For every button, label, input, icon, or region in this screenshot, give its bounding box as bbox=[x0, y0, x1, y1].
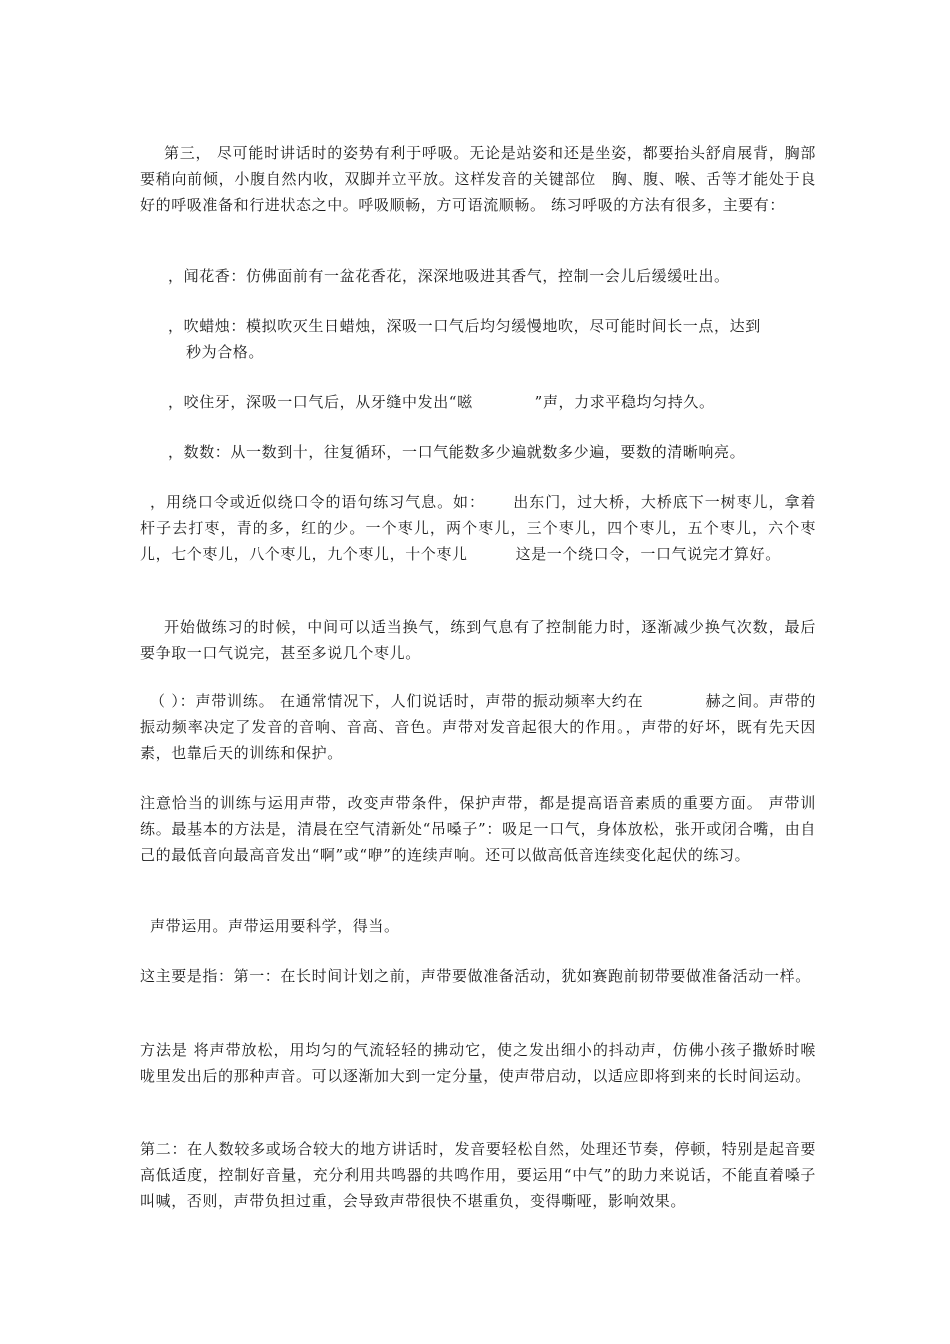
list-item-count-numbers: ，数数：从一数到十，往复循环，一口气能数多少遍就数多少遍，要数的清晰响亮。 bbox=[168, 443, 746, 461]
list-item-smell-flower: ，闻花香：仿佛面前有一盆花香花，深深地吸进其香气，控制一会儿后缓缓吐出。 bbox=[168, 267, 730, 285]
paragraph-vocal-cord-care: 注意恰当的训练与运用声带，改变声带条件，保护声带，都是提高语音素质的重要方面。 声带训练。最基本的方法是，清晨在空气清新处“吊嗓子”：吸足一口气，身体放松，张开或闭合嘴，由自己的最低音向最高音发出“啊”或“咿”的连续声响。还可以做高低音连续变化起伏的练习。 bbox=[140, 794, 816, 864]
paragraph-tongue-twister bbox=[140, 489, 816, 567]
paragraph-first-point: 这主要是指：第一：在长时间计划之前，声带要做准备活动，犹如赛跑前韧带要做准备活动一样。 bbox=[140, 967, 811, 985]
paragraph-text-end: 赫之间。声带的振动频率决定了发音的音响、音高、音色。声带对发音起很大的作用。，声带的好坏，既有先天因素，也靠后天的训练和保护。 bbox=[140, 692, 816, 762]
list-item-bite-teeth bbox=[168, 389, 816, 415]
paragraph-text-end: 这是一个绕口令，一口气说完才算好。 bbox=[515, 545, 781, 563]
list-item-text: ，吹蜡烛：模拟吹灭生日蜡烛，深吸一口气后均匀缓慢地吹，尽可能时间长一点，达到 bbox=[168, 317, 761, 335]
paragraph-text: （ ）：声带训练。 在通常情况下，人们说话时，声带的振动频率大约在 bbox=[150, 692, 644, 710]
list-item-blow-candle bbox=[168, 313, 816, 365]
list-item-continuation: 秒为合格。 bbox=[186, 343, 265, 361]
paragraph-breathing-posture: 第三， 尽可能时讲话时的姿势有利于呼吸。无论是站姿和还是坐姿，都要抬头舒肩展背，胸部要稍向前倾，小腹自然内收，双脚并立平放。这样发音的关键部位 胸、腹、喉、舌等才能处于良好的呼吸准备和行进状态之中。呼吸顺畅，方可语流顺畅。 练习呼吸的方法有很多，主要有： bbox=[140, 144, 816, 214]
paragraph-vocal-cord-training bbox=[140, 688, 816, 766]
tongue-twister-text: 出东门，过大桥，大桥底下一树枣儿，拿着杆子去打枣，青的多，红的少。一个枣儿，两个枣儿，三个枣儿，四个枣儿，五个枣儿，六个枣儿，七个枣儿，八个枣儿，九个枣儿，十个枣儿 bbox=[140, 493, 816, 563]
paragraph-method: 方法是 将声带放松，用均匀的气流轻轻的拂动它，使之发出细小的抖动声，仿佛小孩子撒娇时喉咙里发出后的那种声音。可以逐渐加大到一定分量，使声带启动，以适应即将到来的长时间运动。 bbox=[140, 1041, 816, 1085]
paragraph-vocal-cord-usage: 声带运用。声带运用要科学，得当。 bbox=[150, 917, 400, 935]
paragraph-second-point: 第二：在人数较多或场合较大的地方讲话时，发音要轻松自然，处理还节奏，停顿，特别是起音要高低适度，控制好音量，充分利用共鸣器的共鸣作用，要运用“中气”的助力来说话，不能直着嗓子叫喊，否则，声带负担过重，会导致声带很快不堪重负，变得嘶哑，影响效果。 bbox=[140, 1140, 816, 1210]
paragraph-text: ，用绕口令或近似绕口令的语句练习气息。如： bbox=[150, 493, 485, 511]
list-item-text: ，咬住牙，深吸一口气后，从牙缝中发出“嗞 bbox=[168, 393, 473, 411]
list-item-text-end: ”声，力求平稳均匀持久。 bbox=[534, 393, 715, 411]
paragraph-practice-start: 开始做练习的时候，中间可以适当换气，练到气息有了控制能力时，逐渐减少换气次数，最后要争取一口气说完，甚至多说几个枣儿。 bbox=[140, 618, 816, 662]
